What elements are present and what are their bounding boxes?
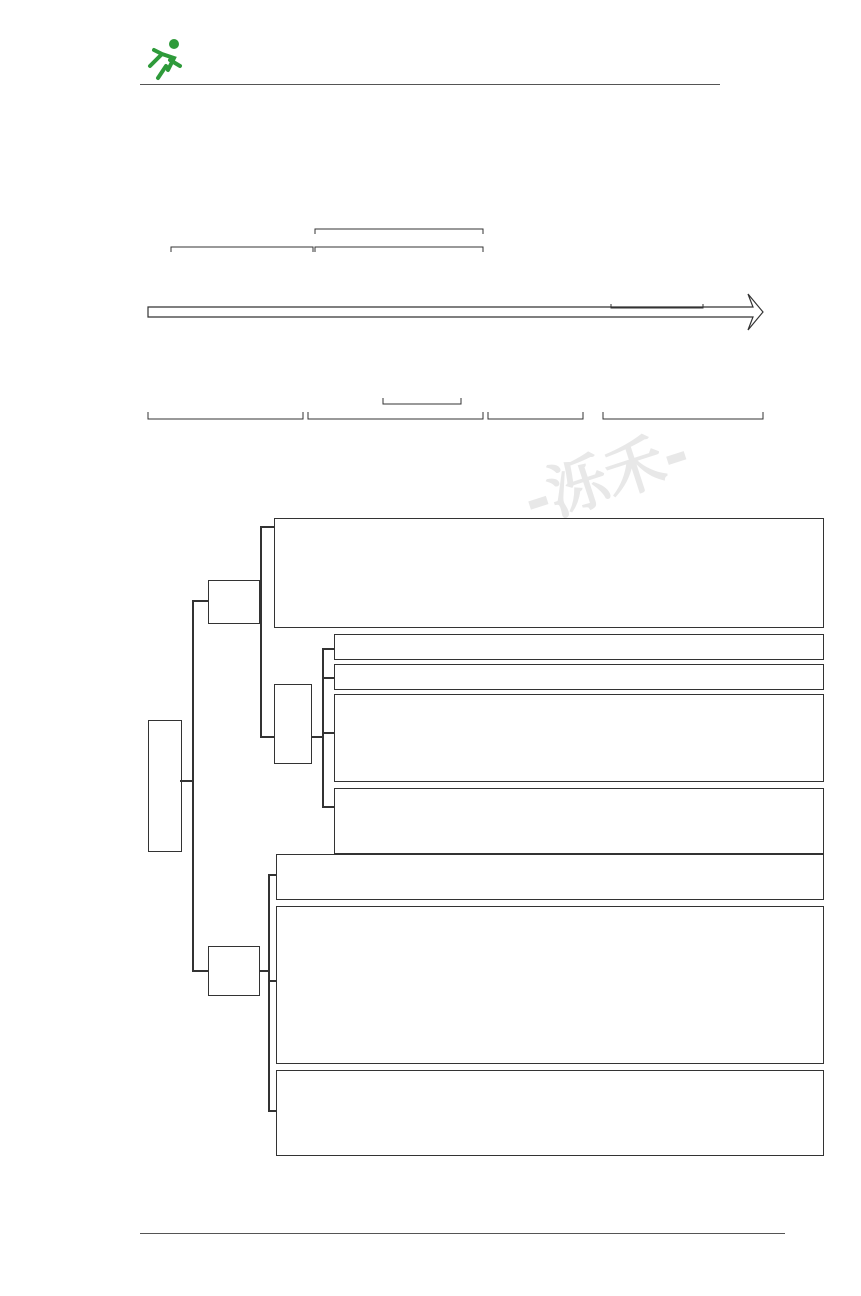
- ccp-box: [334, 694, 824, 782]
- header-divider: [140, 84, 720, 85]
- japan-invasion-box: [274, 518, 824, 628]
- atrocities-box: [276, 1070, 824, 1156]
- patriots-box: [334, 788, 824, 854]
- mind-map: [140, 510, 840, 1160]
- watermark: -泺禾-: [514, 418, 699, 538]
- united-front-box: [276, 906, 824, 1064]
- kmt-gov-box: [334, 634, 824, 660]
- footer-divider: [140, 1233, 785, 1234]
- branch-full-war: [208, 946, 260, 996]
- site-logo: [140, 36, 315, 82]
- timeline-diagram: [143, 212, 783, 442]
- league-box: [334, 664, 824, 690]
- timeline-arrow: [148, 294, 763, 330]
- sub-reactions: [274, 684, 312, 764]
- runner-logo-icon: [140, 36, 190, 82]
- mindmap-root: [148, 720, 182, 852]
- branch-local-war: [208, 580, 260, 624]
- start-box: [276, 854, 824, 900]
